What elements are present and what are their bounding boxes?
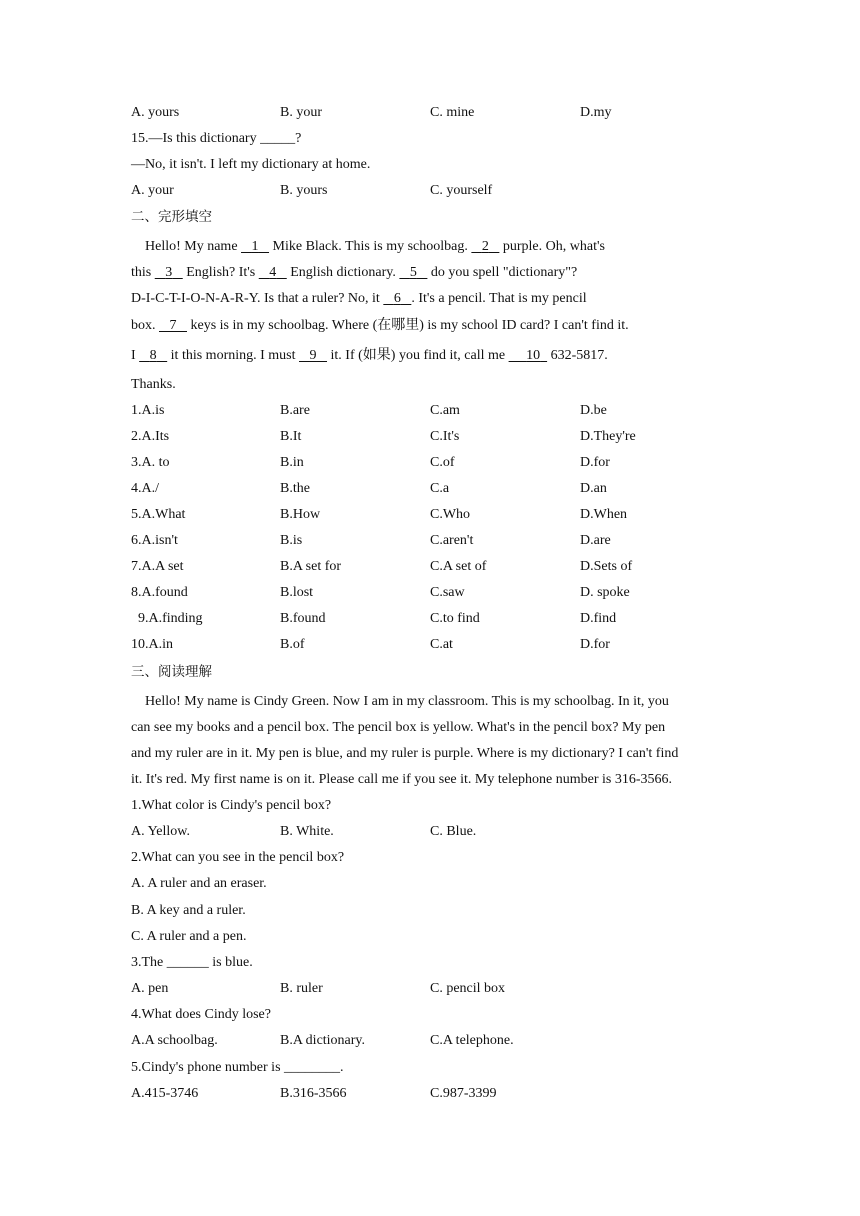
cloze-q8-d: D. spoke [580, 585, 630, 600]
cloze-q5-c: C.Who [430, 507, 471, 522]
cloze-q6-d: D.are [580, 533, 611, 548]
reading-q1-c: C. Blue. [430, 824, 477, 839]
cloze-q2-c: C.It's [430, 429, 460, 444]
cloze-q9-d: D.find [580, 611, 617, 626]
passage-line: Thanks. [131, 377, 176, 392]
reading-q2-a: A. A ruler and an eraser. [131, 876, 267, 891]
reading-q5-b: B.316-3566 [280, 1086, 347, 1101]
passage-line: Hello! My name is Cindy Green. Now I am in my classroom. This is my schoolbag. In it, you [145, 694, 669, 709]
cloze-q6-a: 6.A.isn't [131, 533, 178, 548]
cloze-q2-d: D.They're [580, 429, 636, 444]
reading-q5-c: C.987-3399 [430, 1086, 497, 1101]
cloze-q1-a: 1.A.is [131, 403, 165, 418]
blank-number: 4 [269, 265, 277, 280]
passage-line: box. 7 keys is in my schoolbag. Where (在哪里) is my school ID card? I can't find it. [131, 318, 629, 333]
cloze-q5-a: 5.A.What [131, 507, 186, 522]
reading-q3-c: C. pencil box [430, 981, 506, 996]
cloze-q7-b: B.A set for [280, 559, 342, 574]
cloze-q9-b: B.found [280, 611, 326, 626]
reading-q3-a: A. pen [131, 981, 169, 996]
cloze-q3-b: B.in [280, 455, 304, 470]
cloze-q7-d: D.Sets of [580, 559, 633, 574]
option-a: A. your [131, 183, 174, 198]
passage-line: it. It's red. My first name is on it. Please call me if you see it. My telephone number is 316-3566. [131, 772, 673, 787]
blank-number: 7 [169, 318, 177, 333]
q15-stem: 15.—Is this dictionary _____? [131, 131, 302, 146]
blank-number: 9 [309, 348, 317, 363]
reading-q4-b: B.A dictionary. [280, 1033, 366, 1048]
cloze-q4-c: C.a [430, 481, 450, 496]
cloze-q7-c: C.A set of [430, 559, 487, 574]
reading-q1-a: A. Yellow. [131, 824, 190, 839]
cloze-q4-b: B.the [280, 481, 310, 496]
cloze-q3-a: 3.A. to [131, 455, 170, 470]
cloze-q2-a: 2.A.Its [131, 429, 170, 444]
option-b: B. your [280, 105, 322, 120]
blank-number: 5 [409, 265, 417, 280]
cloze-q10-a: 10.A.in [131, 637, 173, 652]
option-c: C. mine [430, 105, 475, 120]
reading-q5-stem: 5.Cindy's phone number is ________. [131, 1060, 344, 1075]
reading-q1-b: B. White. [280, 824, 334, 839]
passage-line: this 3 English? It's 4 English dictionary. 5 do you spell "dictionary"? [131, 265, 578, 280]
option-b: B. yours [280, 183, 328, 198]
cloze-q2-b: B.It [280, 429, 302, 444]
cloze-heading: 二、完形填空 [131, 209, 212, 225]
cloze-q8-c: C.saw [430, 585, 465, 600]
passage-line: Hello! My name 1 Mike Black. This is my schoolbag. 2 purple. Oh, what's [145, 239, 605, 254]
blank-number: 10 [526, 348, 541, 363]
reading-q5-a: A.415-3746 [131, 1086, 199, 1101]
passage-line: and my ruler are in it. My pen is blue, and my ruler is purple. Where is my dictionary? I can't find [131, 746, 679, 761]
cloze-q8-b: B.lost [280, 585, 314, 600]
cloze-q7-a: 7.A.A set [131, 559, 184, 574]
cloze-q10-c: C.at [430, 637, 453, 652]
cloze-q5-d: D.When [580, 507, 628, 522]
cloze-q3-d: D.for [580, 455, 610, 470]
reading-q3-stem: 3.The ______ is blue. [131, 955, 253, 970]
cloze-q10-b: B.of [280, 637, 305, 652]
blank-number: 1 [251, 239, 259, 254]
reading-q1-stem: 1.What color is Cindy's pencil box? [131, 798, 332, 813]
reading-q4-a: A.A schoolbag. [131, 1033, 218, 1048]
cloze-q4-a: 4.A./ [131, 481, 159, 496]
cloze-q10-d: D.for [580, 637, 610, 652]
passage-line: can see my books and a pencil box. The pencil box is yellow. What's in the pencil box? My pen [131, 720, 666, 735]
option-c: C. yourself [430, 183, 493, 198]
cloze-q9-a: 9.A.finding [131, 611, 203, 626]
option-a: A. yours [131, 105, 180, 120]
cloze-q1-d: D.be [580, 403, 607, 418]
cloze-q5-b: B.How [280, 507, 321, 522]
reading-heading: 三、阅读理解 [131, 664, 212, 680]
reading-q2-c: C. A ruler and a pen. [131, 929, 247, 944]
reading-q2-b: B. A key and a ruler. [131, 903, 246, 918]
reading-q2-stem: 2.What can you see in the pencil box? [131, 850, 345, 865]
reading-q3-b: B. ruler [280, 981, 323, 996]
cloze-q8-a: 8.A.found [131, 585, 188, 600]
reading-q4-stem: 4.What does Cindy lose? [131, 1007, 271, 1022]
blank-number: 2 [481, 239, 489, 254]
reading-q4-c: C.A telephone. [430, 1033, 514, 1048]
passage-line: I 8 it this morning. I must 9 it. If (如果) you find it, call me 10 632-5817. [131, 348, 608, 363]
passage-line: D-I-C-T-I-O-N-A-R-Y. Is that a ruler? No, it 6 . It's a pencil. That is my pencil [131, 291, 587, 306]
cloze-q1-b: B.are [280, 403, 310, 418]
cloze-q6-b: B.is [280, 533, 303, 548]
cloze-q9-c: C.to find [430, 611, 480, 626]
q15-reply: —No, it isn't. I left my dictionary at home. [131, 157, 371, 172]
cloze-q6-c: C.aren't [430, 533, 474, 548]
blank-number: 6 [393, 291, 401, 306]
blank-number: 3 [165, 265, 173, 280]
cloze-q3-c: C.of [430, 455, 455, 470]
cloze-q4-d: D.an [580, 481, 607, 496]
cloze-q1-c: C.am [430, 403, 460, 418]
blank-number: 8 [149, 348, 157, 363]
option-d: D.my [580, 105, 612, 120]
